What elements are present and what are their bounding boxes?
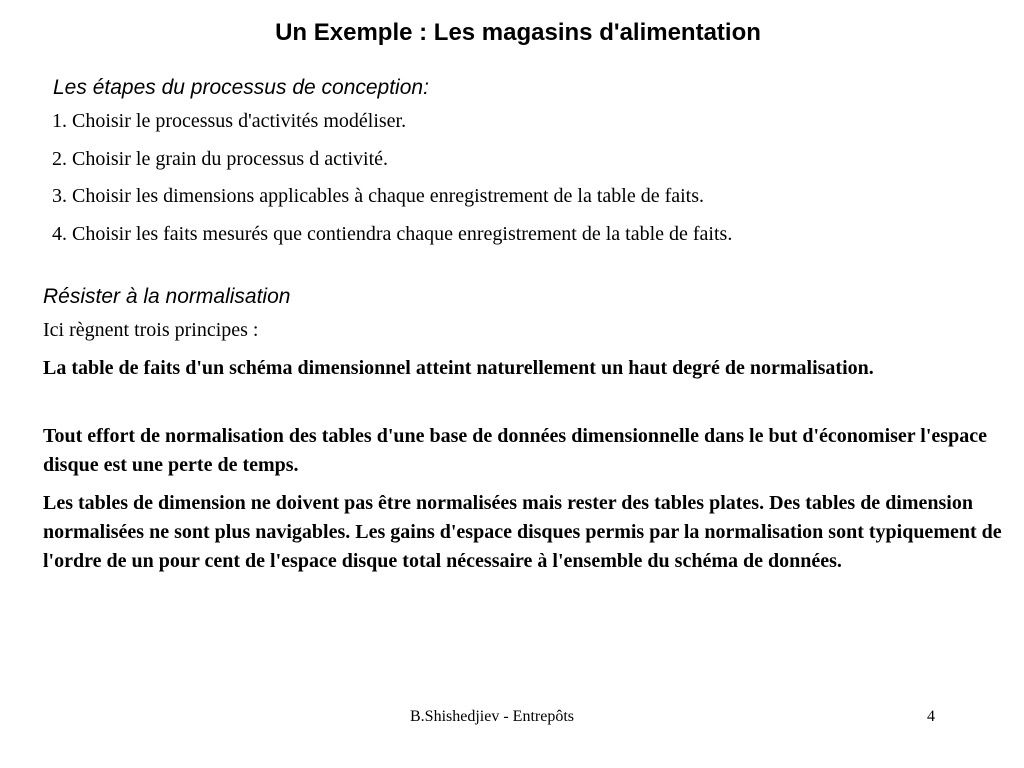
slide-title: Un Exemple : Les magasins d'alimentation <box>275 19 761 46</box>
principle-item: La table de faits d'un schéma dimensionnel atteint naturellement un haut degré de normalisation. <box>43 357 874 379</box>
step-item: 3. Choisir les dimensions applicables à chaque enregistrement de la table de faits. <box>52 185 705 207</box>
principle-item: Tout effort de normalisation des tables d'une base de données dimensionnelle dans le but d'économiser l'espace disque est une perte de temps. <box>43 425 987 476</box>
step-item: 2. Choisir le grain du processus d activité. <box>52 148 389 170</box>
steps-heading: Les étapes du processus de conception: <box>53 76 429 99</box>
page-number: 4 <box>927 708 935 725</box>
principles-heading: Résister à la normalisation <box>43 285 291 308</box>
step-item: 4. Choisir les faits mesurés que contiendra chaque enregistrement de la table de faits. <box>52 223 733 245</box>
principle-item: Les tables de dimension ne doivent pas être normalisées mais rester des tables plates. Des tables de dimension normalisées ne sont plus navigables. Les gains d'espace disques permis par la normalisation sont typiquement de l'ordre de un pour cent de l'espace disque total nécessaire à l'ensemble du schéma de données. <box>43 492 1002 572</box>
footer-author: B.Shishedjiev - Entrepôts <box>410 708 574 725</box>
step-item: 1. Choisir le processus d'activités modéliser. <box>52 110 407 132</box>
principles-intro: Ici règnent trois principes : <box>43 319 259 341</box>
